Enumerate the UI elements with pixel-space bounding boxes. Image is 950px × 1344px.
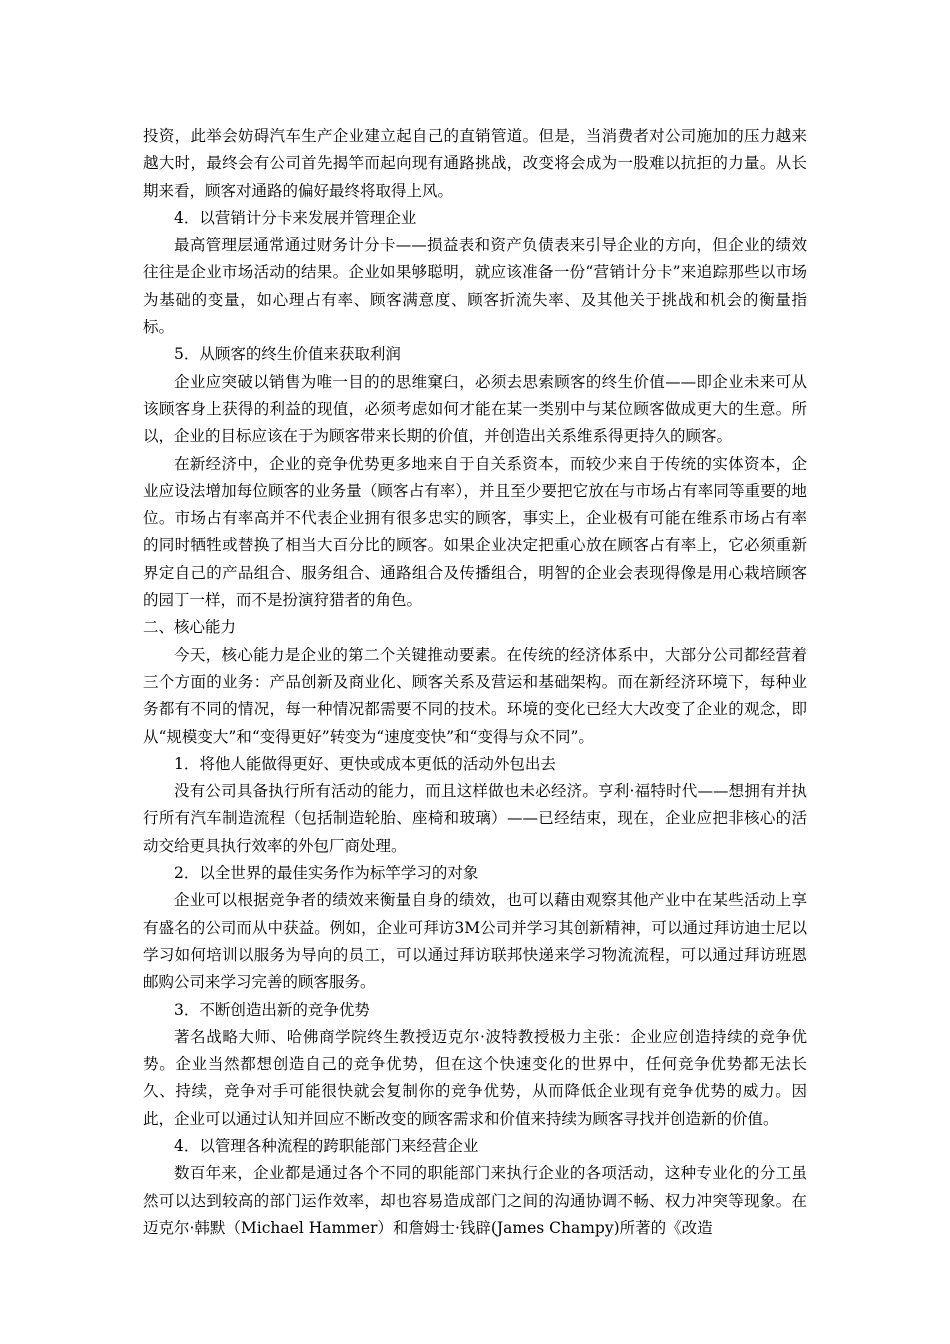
subheading-customer-lifetime-value: 5．从顾客的终生价值来获取利润 [174,345,401,364]
paragraph-marketing-scorecard: 最高管理层通常通过财务计分卡——损益表和资产负债表来引导企业的方向，但企业的绩效往往是企业市场活动的结果。企业如果够聪明，就应该准备一份“营销计分卡”来追踪那些以市场为基础的变量，如心理占有率、顾客满意度、顾客折流失率、及其他关于挑战和机会的衡量指标。 [143,236,807,337]
paragraph-relationship-capital: 在新经济中，企业的竞争优势更多地来自于自关系资本，而较少来自于传统的实体资本，企业应设法增加每位顾客的业务量（顾客占有率），并且至少要把它放在与市场占有率同等重要的地位。市场占有率高并不代表企业拥有很多忠实的顾客，事实上，企业极有可能在维系市场占有率的同时牺牲或替换了相当大百分比的顾客。如果企业决定把重心放在顾客占有率上，它必须重新界定自己的产品组合、服务组合、通路组合及传播组合，明智的企业会表现得像是用心栽培顾客的园丁一样，而不是扮演狩猎者的角色。 [143,454,807,610]
paragraph-cross-functional: 数百年来，企业都是通过各个不同的职能部门来执行企业的各项活动，这种专业化的分工虽然可以达到较高的部门运作效率，却也容易造成部门之间的沟通协调不畅、权力冲突等现象。在迈克尔·韩默（Michael Hammer）和詹姆士·钱辟(James Champy)所著的《改造 [143,1164,807,1237]
subheading-benchmarking: 2．以全世界的最佳实务作为标竿学习的对象 [174,864,479,883]
subheading-outsourcing: 1．将他人能做得更好、更快或成本更低的活动外包出去 [174,754,556,773]
paragraph-customer-lifetime-value: 企业应突破以销售为唯一目的的思维窠臼，必须去思索顾客的终生价值——即企业未来可从该顾客身上获得的利益的现值，必须考虑如何才能在某一类别中与某位顾客做成更大的生意。所以，企业的目标应该在于为顾客带来长期的价值，并创造出关系维系得更持久的顾客。 [143,372,807,446]
paragraph-core-competence: 今天，核心能力是企业的第二个关键推动要素。在传统的经济体系中，大部分公司都经营着三个方面的业务：产品创新及商业化、顾客关系及营运和基础架构。而在新经济环境下，每种业务都有不同的情况，每一种情况都需要不同的技术。环境的变化已经大大改变了企业的观念，即从“规模变大”和“变得更好”转变为“速度变快”和“变得与众不同”。 [143,645,807,746]
subheading-marketing-scorecard: 4．以营销计分卡来发展并管理企业 [174,208,417,227]
paragraph-benchmarking: 企业可以根据竞争者的绩效来衡量自身的绩效，也可以藉由观察其他产业中在某些活动上享有盛名的公司而从中获益。例如，企业可拜访3M公司并学习其创新精神，可以通过拜访迪士尼以学习如何培训以服务为导向的员工，可以通过拜访联邦快递来学习物流流程，可以通过拜访班恩邮购公司来学习完善的顾客服务。 [143,891,807,992]
document-page [143,123,807,1242]
subheading-cross-functional: 4．以管理各种流程的跨职能部门来经营企业 [174,1136,479,1155]
paragraph-intro-continuation: 投资，此举会妨碍汽车生产企业建立起自己的直销管道。但是，当消费者对公司施加的压力越来越大时，最终会有公司首先揭竿而起向现有通路挑战，改变将会成为一股难以抗拒的力量。从长期来看，顾客对通路的偏好最终将取得上风。 [143,127,807,200]
paragraph-competitive-advantage: 著名战略大师、哈佛商学院终生教授迈克尔·波特教授极力主张：企业应创造持续的竞争优势。企业当然都想创造自己的竞争优势，但在这个快速变化的世界中，任何竞争优势都无法长久、持续，竞争对手可能很快就会复制你的竞争优势，从而降低企业现有竞争优势的威力。因此，企业可以通过认知并回应不断改变的顾客需求和价值来持续为顾客寻找并创造新的价值。 [143,1027,807,1128]
section-heading-core-competence: 二、核心能力 [143,618,237,637]
paragraph-outsourcing: 没有公司具备执行所有活动的能力，而且这样做也未必经济。亨利·福特时代——想拥有并执行所有汽车制造流程（包括制造轮胎、座椅和玻璃）——已经结束，现在，企业应把非核心的活动交给更具执行效率的外包厂商处理。 [143,782,807,855]
subheading-competitive-advantage: 3．不断创造出新的竞争优势 [174,1000,370,1019]
